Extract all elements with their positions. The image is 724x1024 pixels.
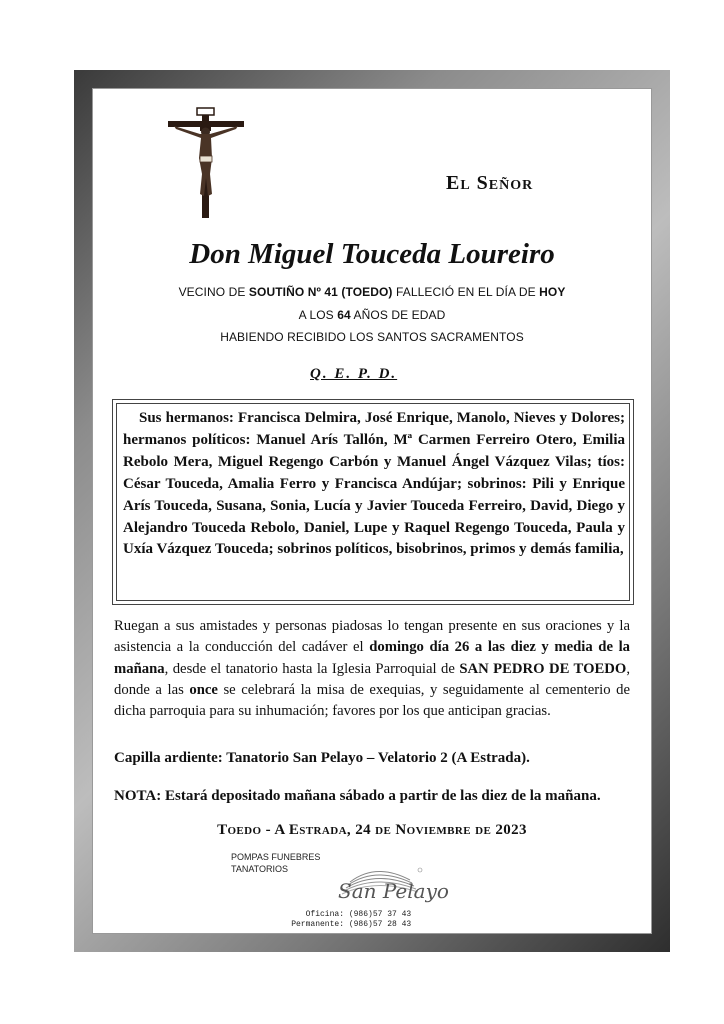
church-name: SAN PEDRO DE TOEDO bbox=[459, 660, 627, 677]
residence-line bbox=[96, 285, 648, 299]
request-part-5: , donde a las bbox=[114, 660, 631, 698]
funeral-home-line2: TANATORIOS bbox=[231, 863, 289, 874]
permanent-phone: (986)57 28 43 bbox=[348, 919, 412, 929]
residence-text-c: FALLECIÓ EN EL DÍA DE bbox=[392, 285, 540, 299]
permanent-label: Permanente: bbox=[291, 919, 344, 929]
request-part-3: , desde el tanatorio hasta la Iglesia Parroquial de bbox=[164, 660, 460, 677]
note-line bbox=[114, 788, 601, 805]
sacraments-line: HABIENDO RECIBIDO LOS SANTOS SACRAMENTOS bbox=[220, 330, 524, 344]
request-part-7: se celebrará la misa de exequias, y seguidamente al cementerio de dicha parroquia para su inhumación; favores por los que anticipan gracias. bbox=[114, 681, 630, 720]
residence-address: SOUTIÑO Nº 41 (TOEDO) bbox=[248, 285, 393, 299]
death-day: HOY bbox=[539, 285, 566, 299]
funeral-home-label bbox=[231, 852, 320, 875]
mass-time: once bbox=[189, 681, 218, 698]
family-text: Sus hermanos: Francisca Delmira, José Enrique, Manolo, Nieves y Dolores; hermanos políticos: Manuel Arís Tallón, Mª Carmen Ferreiro Otero, Emilia Rebolo Mera, Miguel Regengo Carbón y Manuel Ángel Vázquez Vilas; tíos: César Touceda, Amalia Ferro y Francisca Andújar; sobrinos: Pili y Enrique Arís Touceda, Susana, Sonia, Lucía y Javier Touceda Ferreiro, David, Diego y Alejandro Touceda Rebolo, Daniel, Lupe y Raquel Regengo Touceda, Paula y Uxía Vázquez Touceda; sobrinos políticos, bisobrinos, primos y demás familia, bbox=[116, 403, 630, 601]
title-prefix: El Señor bbox=[446, 172, 534, 194]
age-value: 64 bbox=[337, 308, 351, 322]
qepd: Q. E. P. D. bbox=[310, 366, 398, 382]
chapel-line: Capilla ardiente: Tanatorio San Pelayo – Velatorio 2 (A Estrada). bbox=[114, 750, 530, 766]
logo-text: San Pelayo bbox=[338, 879, 449, 903]
phone-list bbox=[262, 910, 411, 929]
office-phone-row bbox=[262, 910, 411, 920]
age-text-a: A LOS bbox=[298, 308, 338, 322]
note-label: NOTA: bbox=[114, 788, 162, 804]
age-text-c: AÑOS DE EDAD bbox=[350, 308, 446, 322]
permanent-phone-row bbox=[262, 920, 411, 930]
office-label: Oficina: bbox=[305, 910, 344, 919]
residence-text-a: VECINO DE bbox=[178, 285, 249, 299]
request-paragraph bbox=[114, 616, 630, 722]
family-box bbox=[112, 399, 634, 605]
office-phone: (986)57 37 43 bbox=[348, 910, 412, 919]
funeral-home-line1: POMPAS FUNEBRES bbox=[231, 852, 321, 862]
request-part-1: Ruegan a sus amistades y personas piadosas lo tengan presente en sus oraciones y la asistencia a la conducción del cadáver el bbox=[114, 618, 630, 656]
deceased-name: Don Miguel Touceda Loureiro bbox=[189, 238, 555, 270]
service-time: domingo día 26 a las diez y media de la mañana bbox=[114, 639, 630, 677]
age-line bbox=[96, 308, 648, 322]
crucifix-icon bbox=[166, 106, 246, 220]
note-text: Estará depositado mañana sábado a partir de las diez de la mañana. bbox=[161, 788, 601, 804]
place-date: Toedo - A Estrada, 24 de Noviembre de 2023 bbox=[217, 822, 527, 838]
